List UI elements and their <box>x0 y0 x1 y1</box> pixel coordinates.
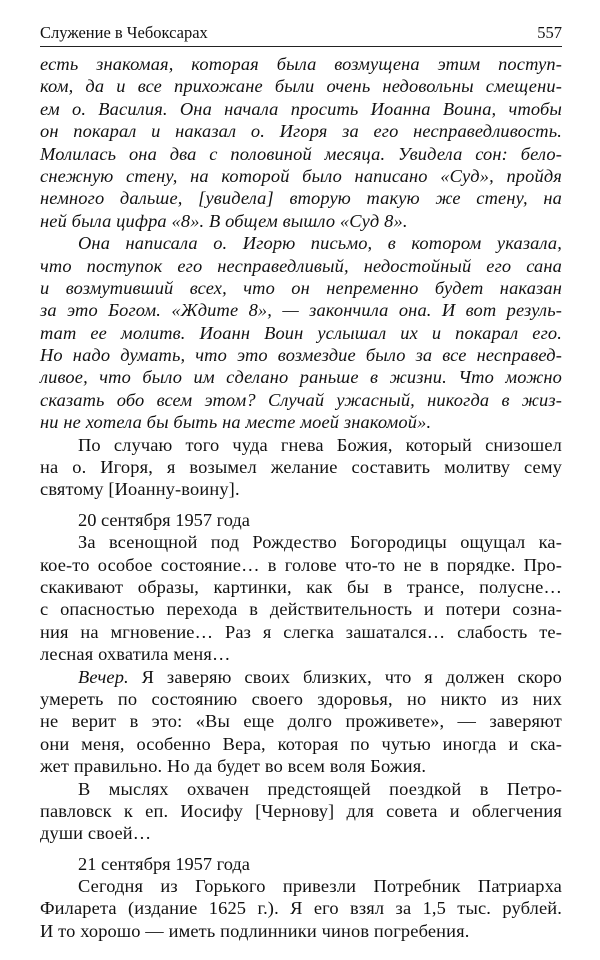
text-line: ком, да и все прихожане были очень недовольны смещени- <box>40 76 562 97</box>
running-header <box>40 20 562 47</box>
text-line: Она написала о. Игорю письмо, в котором указала, <box>78 233 562 254</box>
text-line: ния на мгновение… Раз я слегка зашатался… слабость те- <box>40 621 562 642</box>
spacer <box>40 501 562 509</box>
entry-1-paragraph-1 <box>40 531 562 665</box>
text-line: тат ее молитв. Иоанн Воин услышал их и покарал его. <box>40 322 562 343</box>
entry-date: 21 сентября 1957 года <box>78 853 250 874</box>
text-line: лесная охватила меня… <box>40 644 231 665</box>
entry-date: 20 сентября 1957 года <box>78 509 250 530</box>
text-line: ни не хотела бы быть на месте моей знакомой». <box>40 412 432 433</box>
text-line: за это Богом. «Ждите 8», — закончила она. И вот резуль- <box>40 300 562 321</box>
text-line: он покарал и наказал о. Игоря за его несправедливость. <box>40 121 562 142</box>
chapter-title: Служение в Чебоксарах <box>40 23 208 42</box>
paragraph-prayer <box>40 434 562 501</box>
text-line: За всенощной под Рождество Богородицы ощущал ка- <box>78 532 562 553</box>
text-line <box>40 666 562 688</box>
text-line: ем о. Василия. Она начала просить Иоанна Воина, чтобы <box>40 98 562 119</box>
text-line: жет правильно. Но да будет во всем воля Божия. <box>40 756 427 777</box>
italic-lead: Вечер. <box>78 666 129 687</box>
text-line: сказать обо всем этом? Случай ужасный, никогда в жиз- <box>40 389 562 410</box>
text-line: не верит в это: «Вы еще долго проживете», — заверяют <box>40 711 562 732</box>
text-line: на о. Игоря, я возымел желание составить молитву сему <box>40 457 562 478</box>
text-line: ливое, что было им сделано раньше в жизни. Что можно <box>40 367 562 388</box>
text-line: ней была цифра «8». В общем вышло «Суд 8». <box>40 210 408 231</box>
text-line: Но надо думать, что это возмездие было за все несправед- <box>40 345 562 366</box>
text-line: они меня, особенно Вера, которая по чутью иногда и ска- <box>40 733 562 754</box>
text-line: с опасностью перехода в действительность и потери созна- <box>40 599 562 620</box>
entry-1-paragraph-3 <box>40 778 562 845</box>
text-line: В мыслях охвачен предстоящей поездкой в Петро- <box>78 778 562 799</box>
text-line: снежную стену, на которой было написано «Суд», пройдя <box>40 165 562 186</box>
text-line: По случаю того чуда гнева Божия, который снизошел <box>78 434 562 455</box>
text-line: Сегодня из Горького привезли Потребник Патриарха <box>78 876 562 897</box>
text-line: скакивают образы, картинки, как бы в трансе, полусне… <box>40 576 562 597</box>
text-line: и возмутивший всех, что он непременно будет наказан <box>40 277 562 298</box>
entry-2-paragraph-1 <box>40 875 562 942</box>
entry-1-paragraph-2 <box>40 666 562 778</box>
text-line: умереть по состоянию своего здоровья, но никто из них <box>40 688 562 709</box>
text-line: есть знакомая, которая была возмущена этим поступ- <box>40 54 562 74</box>
text-line: святому [Иоанну-воину]. <box>40 479 240 500</box>
page-body <box>40 53 562 942</box>
text-run: Я заверяю своих близких, что я должен скоро <box>128 666 562 687</box>
page-number: 557 <box>537 23 562 42</box>
quoted-testimony <box>40 53 562 434</box>
text-line: павловск к еп. Иосифу [Чернову] для совета и облегчения <box>40 800 562 821</box>
text-line: Молилась она два с половиной месяца. Увидела сон: бело- <box>40 143 562 164</box>
spacer <box>40 845 562 853</box>
text-line: что поступок его несправедливый, недостойный его сана <box>40 255 562 276</box>
text-line: души своей… <box>40 823 152 844</box>
text-line: немного дальше, [увидела] вторую такую же стену, на <box>40 188 562 209</box>
text-line: кое-то особое состояние… в голове что-то не в порядке. Про- <box>40 554 562 575</box>
text-line: Филарета (издание 1625 г.). Я его взял за 1,5 тыс. рублей. <box>40 898 562 919</box>
text-line: И то хорошо — иметь подлинники чинов погребения. <box>40 920 470 941</box>
